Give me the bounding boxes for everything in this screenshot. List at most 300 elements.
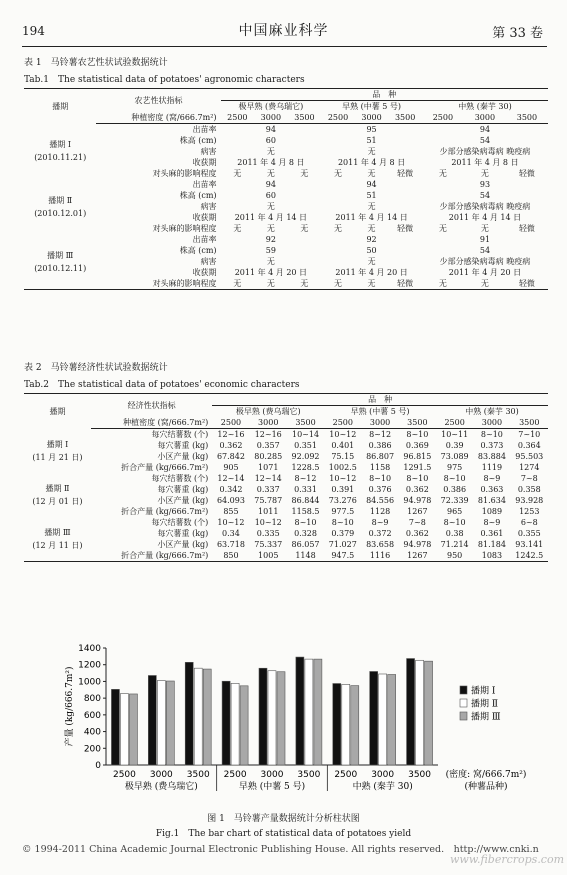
- data-cell: 1005: [250, 550, 287, 562]
- table-row: [24, 550, 548, 562]
- data-cell: 0.386: [368, 441, 392, 450]
- data-cell: 8~10: [406, 474, 429, 483]
- data-cell: 8~10: [369, 474, 392, 483]
- period-cell: [24, 234, 96, 290]
- bar: [314, 659, 322, 765]
- bar: [129, 694, 137, 765]
- data-cell: 51: [366, 191, 377, 200]
- data-cell: 71.214: [440, 540, 469, 549]
- index-label: 病害: [200, 257, 217, 266]
- table-row: [24, 440, 548, 451]
- data-cell: 2011 年 4 月 8 日: [451, 158, 519, 167]
- journal-title: 中国麻业科学: [238, 23, 329, 39]
- data-cell: 无: [266, 257, 275, 266]
- x-tick-label: 3500: [297, 770, 321, 780]
- data-cell: 无: [422, 278, 464, 290]
- variety-header: 极早熟 (费乌瑞它): [238, 102, 304, 111]
- table1-caption-en: Tab.1 The statistical data of potatoes' agronomic characters: [24, 75, 305, 85]
- period-date: (2010.11.21): [34, 153, 87, 163]
- y-tick-label: 0: [95, 761, 101, 771]
- data-cell: 无: [266, 224, 275, 233]
- index-label: 每穴结薯数 (个): [151, 430, 209, 439]
- data-cell: 无: [221, 278, 255, 290]
- period-date: (11 月 21 日): [32, 452, 83, 462]
- bar: [222, 681, 230, 765]
- table-row: [24, 201, 548, 212]
- period-name: 播期 Ⅱ: [48, 195, 73, 205]
- data-cell: 72.339: [440, 496, 469, 505]
- data-cell: 94.978: [403, 540, 432, 549]
- data-cell: 8~10: [294, 518, 317, 527]
- copyright-footer: © 1994-2011 China Academic Journal Electronic Publishing House. All rights reserved. http://www.cnki.n: [22, 844, 539, 855]
- index-label: 小区产量 (kg): [157, 452, 209, 461]
- data-cell: 无: [367, 257, 376, 266]
- data-cell: 无: [438, 224, 447, 233]
- data-cell: 10~12: [329, 430, 357, 439]
- figure-caption-en: Fig.1 The bar chart of statistical data of potatoes yield: [155, 829, 412, 839]
- legend-swatch: [460, 686, 467, 694]
- data-cell: 8~10: [406, 430, 429, 439]
- data-cell: 无: [438, 169, 447, 178]
- data-cell: 1253: [519, 507, 540, 516]
- data-cell: 无: [367, 169, 376, 178]
- y-tick-label: 1200: [78, 660, 101, 671]
- data-cell: 75.787: [254, 496, 283, 505]
- x-tick-label: 3000: [260, 770, 284, 780]
- table2: [24, 393, 548, 562]
- bar: [416, 660, 424, 765]
- data-cell: 无: [300, 224, 309, 233]
- data-cell: 10~14: [291, 430, 320, 439]
- density-cell: 2500: [422, 112, 464, 124]
- index-label: 小区产量 (kg): [157, 496, 209, 505]
- x-tick-label: 3000: [371, 770, 395, 780]
- data-cell: 8~9: [483, 518, 501, 527]
- data-cell: 0.369: [405, 441, 429, 450]
- period-date: (12 月 01 日): [32, 497, 83, 506]
- bar: [333, 684, 341, 765]
- data-cell: 2011 年 4 月 20 日: [335, 268, 408, 277]
- data-cell: 86.057: [291, 540, 320, 549]
- bar: [240, 686, 248, 765]
- density-cell: 3000: [355, 112, 389, 124]
- data-cell: 59: [265, 246, 276, 255]
- data-cell: 80.285: [254, 452, 283, 461]
- data-cell: 0.351: [294, 441, 317, 450]
- data-cell: 0.363: [480, 485, 504, 494]
- bar: [305, 659, 313, 765]
- data-cell: 无: [355, 278, 389, 290]
- data-cell: 12~16: [254, 430, 282, 439]
- y-tick-label: 1400: [78, 644, 101, 654]
- period-date: (2010.12.01): [34, 208, 87, 218]
- data-cell: 8~10: [443, 474, 466, 483]
- x-axis-label-secondary: (种薯品种): [464, 782, 508, 792]
- density-cell: 2500: [436, 417, 473, 429]
- data-cell: 84.556: [366, 496, 395, 505]
- data-cell: 1083: [473, 550, 510, 562]
- density-cell: 3500: [511, 417, 548, 429]
- data-cell: 63.718: [216, 540, 245, 549]
- variety-header: 早熟 (中薯 5 号): [342, 102, 402, 111]
- data-cell: 86.807: [366, 452, 395, 461]
- period-name: 播期 Ⅰ: [46, 439, 69, 449]
- data-cell: 81.634: [477, 496, 506, 505]
- table-row: [24, 539, 548, 550]
- index-label: 病害: [200, 147, 217, 156]
- data-cell: 1158: [369, 463, 391, 472]
- period-cell: [24, 179, 96, 234]
- group-label: 极早熟 (费乌瑞它): [124, 782, 198, 792]
- table-row: [24, 267, 548, 278]
- data-cell: 8~10: [443, 518, 466, 527]
- data-cell: 75.15: [331, 452, 355, 461]
- col-period-header: 播期: [24, 394, 91, 429]
- bar: [194, 668, 202, 765]
- yield-bar-chart: [60, 640, 560, 822]
- data-cell: 60: [265, 191, 276, 200]
- index-label: 株高 (cm): [179, 191, 217, 200]
- col-variety-header: 品 种: [221, 89, 548, 101]
- index-label: 株高 (cm): [179, 246, 217, 255]
- data-cell: 0.362: [405, 529, 429, 538]
- data-cell: 1116: [361, 550, 398, 562]
- data-cell: 92: [265, 235, 276, 244]
- data-cell: 1274: [519, 463, 540, 472]
- bar: [296, 657, 304, 765]
- legend-label: 播期 Ⅲ: [471, 712, 501, 723]
- bar: [277, 672, 285, 765]
- index-label: 每穴薯重 (kg): [157, 485, 209, 494]
- data-cell: 54: [479, 191, 491, 200]
- data-cell: 无: [367, 202, 376, 211]
- table-row: [24, 528, 548, 539]
- data-cell: 1128: [369, 507, 391, 516]
- data-cell: 67.842: [216, 452, 245, 461]
- variety-header: 极早熟 (费乌瑞它): [235, 407, 301, 416]
- table1-caption-cn: 表 1 马铃薯农艺性状试验数据统计: [24, 58, 168, 68]
- data-cell: 7~8: [520, 474, 538, 483]
- period-name: 播期 Ⅱ: [45, 484, 70, 493]
- index-label: 折合产量 (kg/666.7m²): [121, 463, 209, 472]
- legend-swatch: [460, 712, 467, 720]
- bar: [120, 694, 128, 765]
- legend-label: 播期 Ⅱ: [471, 699, 498, 710]
- table-row: [24, 146, 548, 157]
- density-cell: 3000: [464, 112, 506, 124]
- table1: [24, 88, 548, 290]
- data-cell: 0.386: [443, 485, 467, 494]
- data-cell: 10~12: [329, 474, 357, 483]
- index-label: 出苗率: [192, 180, 217, 189]
- col-index-header: 农艺性状指标: [96, 89, 220, 113]
- data-cell: 10~12: [217, 518, 245, 527]
- density-cell: 3000: [361, 417, 398, 429]
- index-label: 每穴薯重 (kg): [157, 441, 209, 450]
- data-cell: 1148: [287, 550, 324, 562]
- data-cell: 无: [367, 147, 376, 156]
- table-row: [24, 135, 548, 146]
- index-label: 收获期: [192, 213, 217, 222]
- data-cell: 94.978: [403, 496, 432, 505]
- data-cell: 2011 年 4 月 20 日: [448, 268, 522, 277]
- bar: [388, 674, 396, 765]
- col-period-header: 播期: [24, 89, 96, 124]
- x-tick-label: 2500: [112, 770, 136, 780]
- data-cell: 无: [300, 169, 309, 178]
- data-cell: 无: [266, 169, 275, 178]
- density-cell: 3000: [254, 112, 288, 124]
- figure-caption-cn: 图 1 马铃薯产量数据统计分析柱状图: [207, 814, 360, 824]
- table-row: [24, 429, 548, 441]
- bar: [370, 671, 378, 765]
- data-cell: 977.5: [331, 507, 355, 516]
- data-cell: 无: [464, 278, 506, 290]
- data-cell: 2011 年 4 月 14 日: [335, 213, 408, 222]
- data-cell: 73.089: [440, 452, 469, 461]
- data-cell: 0.391: [331, 485, 355, 494]
- density-cell: 3500: [388, 112, 422, 124]
- data-cell: 2011 年 4 月 20 日: [234, 268, 308, 277]
- x-tick-label: 3000: [149, 770, 173, 780]
- index-label: 小区产量 (kg): [157, 540, 209, 549]
- bar: [203, 669, 211, 765]
- index-label: 收获期: [192, 158, 217, 167]
- group-label: 中熟 (秦芋 30): [352, 782, 413, 792]
- data-cell: 0.401: [331, 441, 355, 450]
- density-label: 种植密度 (窝/666.7m²): [91, 417, 212, 429]
- density-cell: 2500: [221, 112, 255, 124]
- period-cell: [24, 429, 91, 474]
- data-cell: 73.276: [328, 496, 357, 505]
- data-cell: 1071: [258, 463, 279, 472]
- period-cell: [24, 473, 91, 517]
- table-row: [24, 473, 548, 484]
- data-cell: 975: [447, 463, 463, 472]
- density-cell: 3500: [288, 112, 322, 124]
- variety-header: 中熟 (秦芋 30): [465, 407, 519, 416]
- density-cell: 3500: [399, 417, 436, 429]
- data-cell: 无: [233, 169, 242, 178]
- data-cell: 无: [367, 224, 376, 233]
- bar: [379, 674, 387, 765]
- period-date: (12 月 11 日): [32, 541, 83, 550]
- table-row: [24, 190, 548, 201]
- data-cell: 少部分感染病毒病 晚疫病: [439, 202, 531, 211]
- data-cell: 轻微: [518, 169, 535, 178]
- bar: [157, 681, 165, 765]
- data-cell: 0.328: [294, 529, 317, 538]
- bar: [166, 681, 174, 765]
- data-cell: 轻微: [388, 278, 422, 290]
- data-cell: 轻微: [518, 224, 535, 233]
- bar: [425, 661, 433, 765]
- table-row: [24, 157, 548, 168]
- index-label: 出苗率: [192, 125, 217, 134]
- table2-caption-en: Tab.2 The statistical data of potatoes' economic characters: [24, 380, 300, 390]
- table-row: [24, 451, 548, 462]
- bar: [351, 686, 359, 765]
- data-cell: 0.342: [219, 485, 243, 494]
- data-cell: 少部分感染病毒病 晚疫病: [439, 257, 531, 266]
- period-name: 播期 Ⅰ: [49, 140, 72, 150]
- data-cell: 轻微: [506, 278, 548, 290]
- data-cell: 1002.5: [328, 463, 357, 472]
- data-cell: 95.503: [515, 452, 544, 461]
- x-tick-label: 3500: [408, 770, 432, 780]
- index-label: 每穴结薯数 (个): [151, 518, 209, 527]
- y-tick-label: 800: [83, 694, 101, 705]
- data-cell: 轻微: [397, 169, 414, 178]
- table-row: [24, 223, 548, 234]
- index-label: 收获期: [192, 268, 217, 277]
- col-variety-header: 品 种: [212, 394, 548, 406]
- data-cell: 10~11: [441, 430, 469, 439]
- data-cell: 93: [479, 180, 491, 189]
- bar: [259, 668, 267, 765]
- index-label: 病害: [200, 202, 217, 211]
- data-cell: 0.376: [368, 485, 392, 494]
- y-tick-label: 600: [83, 710, 101, 721]
- data-cell: 8~9: [483, 474, 501, 483]
- period-cell: [24, 517, 91, 562]
- density-cell: 3000: [250, 417, 287, 429]
- table-row: [24, 517, 548, 528]
- data-cell: 1267: [407, 507, 428, 516]
- data-cell: 无: [334, 169, 342, 178]
- data-cell: 95: [366, 125, 377, 134]
- data-cell: 1242.5: [511, 550, 548, 562]
- x-axis-label: (密度: 窝/666.7m²): [445, 770, 527, 780]
- index-label: 对头麻的影响程度: [96, 278, 220, 290]
- table-row: [24, 245, 548, 256]
- table-row: [24, 506, 548, 517]
- data-cell: 2011 年 4 月 8 日: [337, 158, 406, 167]
- data-cell: 0.361: [480, 529, 504, 538]
- data-cell: 1267: [399, 550, 436, 562]
- data-cell: 0.372: [368, 529, 392, 538]
- data-cell: 50: [366, 246, 377, 255]
- variety-header: 早熟 (中薯 5 号): [350, 407, 410, 416]
- data-cell: 850: [212, 550, 249, 562]
- period-name: 播期 Ⅲ: [47, 250, 74, 260]
- data-cell: 86.844: [291, 496, 320, 505]
- index-label: 对头麻的影响程度: [152, 169, 217, 178]
- data-cell: 91: [479, 235, 491, 244]
- table-row: [24, 256, 548, 267]
- data-cell: 54: [479, 136, 491, 145]
- data-cell: 71.027: [328, 540, 357, 549]
- data-cell: 94: [265, 180, 276, 189]
- data-cell: 94: [479, 125, 491, 134]
- data-cell: 60: [265, 136, 276, 145]
- table2-caption-cn: 表 2 马铃薯经济性状试验数据统计: [24, 363, 168, 373]
- data-cell: 轻微: [397, 224, 414, 233]
- data-cell: 8~12: [369, 430, 392, 439]
- table-row: [24, 495, 548, 506]
- data-cell: 81.184: [477, 540, 506, 549]
- data-cell: 无: [266, 202, 275, 211]
- table-row: [24, 179, 548, 190]
- bar: [111, 689, 119, 765]
- density-cell: 3500: [287, 417, 324, 429]
- density-cell: 2500: [321, 112, 355, 124]
- data-cell: 无: [480, 224, 489, 233]
- period-name: 播期 Ⅲ: [44, 528, 71, 537]
- data-cell: 51: [366, 136, 377, 145]
- index-label: 折合产量 (kg/666.7m²): [91, 550, 212, 562]
- index-label: 对头麻的影响程度: [152, 224, 217, 233]
- bar: [148, 675, 156, 765]
- y-axis-label: 产量 (kg/666.7m²): [65, 666, 75, 747]
- y-tick-label: 1000: [78, 677, 101, 688]
- data-cell: 无: [288, 278, 322, 290]
- data-cell: 0.355: [517, 529, 541, 538]
- group-label: 早熟 (中薯 5 号): [238, 782, 306, 792]
- table-row: [24, 462, 548, 473]
- data-cell: 2011 年 4 月 8 日: [237, 158, 305, 167]
- legend-label: 播期 Ⅰ: [471, 686, 496, 697]
- data-cell: 7~10: [518, 430, 541, 439]
- data-cell: 93.141: [515, 540, 544, 549]
- volume-label: 第 33 卷: [492, 26, 543, 41]
- data-cell: 94: [265, 125, 276, 134]
- data-cell: 0.373: [480, 441, 504, 450]
- data-cell: 无: [233, 224, 242, 233]
- page-number: 194: [22, 24, 45, 38]
- data-cell: 965: [447, 507, 463, 516]
- data-cell: 10~12: [254, 518, 282, 527]
- table-row: [24, 124, 548, 136]
- data-cell: 8~10: [480, 430, 503, 439]
- data-cell: 93.928: [515, 496, 544, 505]
- index-label: 株高 (cm): [179, 136, 217, 145]
- data-cell: 64.093: [216, 496, 245, 505]
- data-cell: 12~14: [254, 474, 282, 483]
- table-row: [24, 278, 548, 290]
- data-cell: 8~12: [294, 474, 317, 483]
- table-row: [24, 168, 548, 179]
- data-cell: 无: [321, 278, 355, 290]
- data-cell: 0.364: [517, 441, 541, 450]
- col-index-header: 经济性状指标: [91, 394, 212, 418]
- header-rule: [22, 46, 547, 47]
- data-cell: 94: [366, 180, 377, 189]
- data-cell: 少部分感染病毒病 晚疫病: [439, 147, 531, 156]
- x-tick-label: 3500: [186, 770, 210, 780]
- data-cell: 92: [366, 235, 377, 244]
- data-cell: 0.362: [219, 441, 243, 450]
- y-tick-label: 200: [83, 744, 101, 755]
- y-tick-label: 400: [83, 727, 101, 738]
- bar: [185, 662, 193, 765]
- data-cell: 83.884: [477, 452, 506, 461]
- data-cell: 950: [436, 550, 473, 562]
- index-label: 出苗率: [192, 235, 217, 244]
- data-cell: 1158.5: [291, 507, 320, 516]
- data-cell: 0.39: [445, 441, 464, 450]
- data-cell: 12~16: [217, 430, 245, 439]
- period-date: (2010.12.11): [34, 263, 87, 273]
- watermark: www.fibercrops.com: [450, 853, 565, 866]
- density-cell: 3000: [473, 417, 510, 429]
- data-cell: 1291.5: [403, 463, 432, 472]
- legend-swatch: [460, 699, 467, 707]
- data-cell: 12~14: [217, 474, 245, 483]
- data-cell: 75.337: [254, 540, 283, 549]
- data-cell: 83.658: [366, 540, 395, 549]
- data-cell: 8~10: [331, 518, 354, 527]
